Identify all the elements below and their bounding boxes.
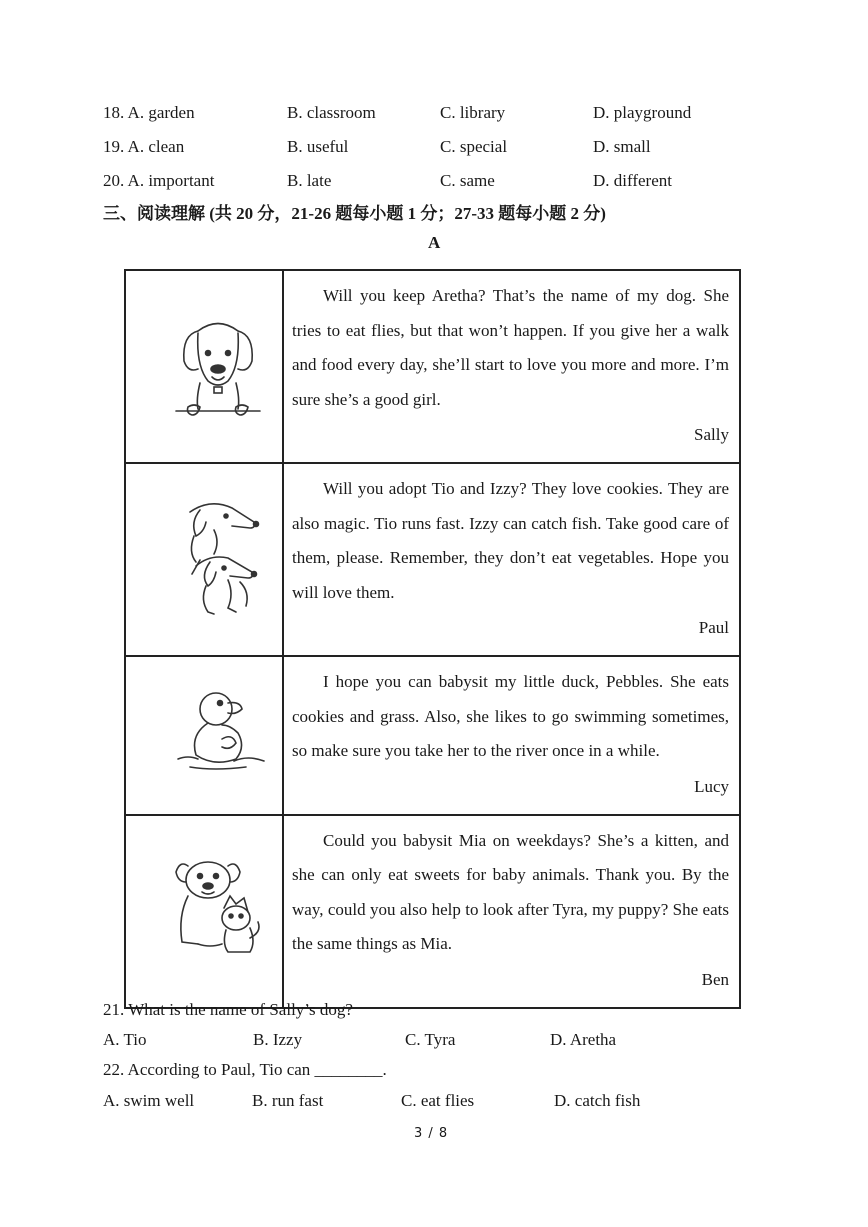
passage-cell <box>283 270 740 463</box>
q20-option-a: 20. A. important <box>103 171 215 190</box>
passage-author: Paul <box>698 618 729 637</box>
q19-option-a: 19. A. clean <box>103 137 185 156</box>
passage-author: Sally <box>694 425 729 444</box>
q18-option-b: B. classroom <box>287 103 376 122</box>
picture-cell <box>125 815 283 1008</box>
passage-row <box>125 270 740 463</box>
passage-cell <box>283 656 740 815</box>
q20-option-b: B. late <box>287 171 332 190</box>
duck-icon <box>174 681 270 781</box>
passage-row <box>125 463 740 656</box>
q18-option-c: C. library <box>440 103 506 122</box>
q19-option-b: B. useful <box>287 137 349 156</box>
q21-option-b: B. Izzy <box>253 1030 303 1049</box>
passage-cell <box>283 463 740 656</box>
passage-row <box>125 656 740 815</box>
passage-text: Could you babysit Mia on weekdays? She’s a kitten, and she can only eat sweets for baby animals. Thank you. By the way, could you also help to look after Tyra, my puppy? She eats the same things as Mia. <box>292 830 729 953</box>
passage-author: Ben <box>701 969 729 989</box>
q22-option-d: D. catch fish <box>554 1091 641 1110</box>
q18-option-a: 18. A. garden <box>103 103 195 122</box>
q20-option-d: D. different <box>593 171 672 190</box>
section-title: 三、阅读理解 (共 20 分，21-26 题每小题 1 分；27-33 题每小题 2 分) <box>103 204 606 223</box>
picture-cell <box>125 656 283 815</box>
puppy-kitten-icon <box>170 852 266 962</box>
q21-stem: 21. What is the name of Sally’s dog? <box>103 1000 353 1019</box>
q20-option-c: C. same <box>440 171 495 190</box>
passage-text: Will you adopt Tio and Izzy? They love cookies. They are also magic. Tio runs fast. Izzy can catch fish. Take good care of them, please. Remember, they don’t eat vegetables. Hope you will love them. <box>292 479 729 602</box>
page-number: 3 / 8 <box>414 1126 449 1141</box>
q19-option-c: C. special <box>440 137 508 156</box>
picture-cell <box>125 463 283 656</box>
part-label: A <box>428 233 441 252</box>
passage-author: Lucy <box>694 776 729 796</box>
q21-option-d: D. Aretha <box>550 1030 617 1049</box>
passage-row <box>125 815 740 1008</box>
two-dogs-icon <box>170 492 270 622</box>
q21-option-c: C. Tyra <box>405 1030 456 1049</box>
q19-option-d: D. small <box>593 137 651 156</box>
q22-stem: 22. According to Paul, Tio can ________. <box>103 1060 387 1079</box>
q18-option-d: D. playground <box>593 103 692 122</box>
passage-cell <box>283 815 740 1008</box>
q22-option-a: A. swim well <box>103 1091 195 1110</box>
passage-text: I hope you can babysit my little duck, Pebbles. She eats cookies and grass. Also, she likes to go swimming sometimes, so make sure you take her to the river once in a while. <box>292 672 729 760</box>
q21-option-a: A. Tio <box>103 1030 147 1049</box>
picture-cell <box>125 270 283 463</box>
passage-text: Will you keep Aretha? That’s the name of my dog. She tries to eat flies, but that won’t happen. If you give her a walk and food every day, she’ll start to love you more and more. I’m sure she’s a good girl. <box>292 286 729 409</box>
q22-option-c: C. eat flies <box>401 1091 475 1110</box>
passage-table <box>124 269 741 1009</box>
dog-icon <box>168 311 268 421</box>
q22-option-b: B. run fast <box>252 1091 324 1110</box>
